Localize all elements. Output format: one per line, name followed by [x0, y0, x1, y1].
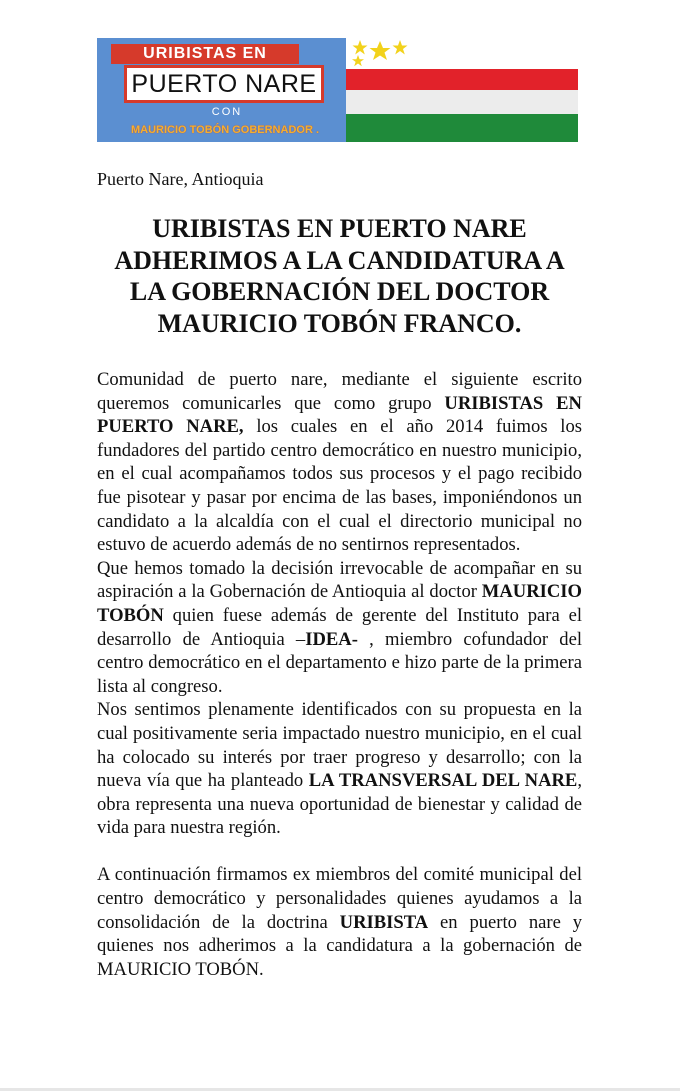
star-icon — [352, 55, 364, 66]
paragraph-text: , obra representa una nueva oportunidad de bienestar y calidad de vida para nuestra región. — [97, 770, 582, 839]
paragraph-text: , miembro cofundador del centro democrático en el departamento e hizo parte de la primera lista al congreso. — [97, 628, 583, 697]
headline-line-3: LA GOBERNACIÓN DEL DOCTOR — [129, 277, 550, 306]
bold-uribista: URIBISTA — [339, 911, 429, 933]
banner-line-uribistas: URIBISTAS EN — [111, 44, 299, 64]
headline-line-2: ADHERIMOS A LA CANDIDATURA A — [114, 245, 565, 275]
flag-stripe-white — [346, 90, 578, 114]
location-line: Puerto Nare, Antioquia — [97, 169, 264, 189]
star-icon — [393, 40, 408, 55]
banner-line-con: CON — [211, 106, 243, 118]
paragraph-text: Que hemos tomado la decisión irrevocable de acompañar en su aspiración a la Gobernación de Antioquia al doctor — [97, 557, 582, 603]
paragraph-text: quien fuese además de gerente del Instituto para el desarrollo de Antioquia – — [97, 604, 582, 650]
bold-candidate-name: MAURICIO TOBÓN — [97, 581, 582, 626]
headline-line-4: MAURICIO TOBÓN FRANCO. — [157, 308, 522, 338]
banner-line-gobernador: MAURICIO TOBÓN GOBERNADOR . — [130, 124, 320, 136]
document-headline — [97, 213, 582, 339]
banner-blue-panel — [97, 38, 346, 142]
paragraph-4 — [97, 863, 582, 981]
banner-flag — [346, 38, 578, 142]
paragraph-text: en puerto nare y quienes nos adherimos a la candidatura a la gobernación de MAURICIO TOBÓN. — [97, 911, 582, 980]
paragraph-text: A continuación firmamos ex miembros del comité municipal del centro democrático y personalidades quienes ayudamos a la consolidación de la doctrina — [97, 864, 582, 933]
paragraph-3 — [97, 698, 582, 840]
stars-group — [346, 38, 416, 68]
banner-line-puerto-nare: PUERTO NARE — [124, 65, 324, 103]
paragraph-2 — [97, 557, 582, 699]
bold-transversal: LA TRANSVERSAL DEL NARE — [308, 770, 578, 792]
star-icon — [370, 41, 391, 60]
bold-group-name: URIBISTAS EN PUERTO NARE, — [97, 392, 582, 438]
bold-idea: IDEA- — [305, 628, 358, 650]
headline-line-1: URIBISTAS EN PUERTO NARE — [152, 214, 527, 243]
campaign-banner-logo — [97, 38, 578, 142]
paragraph-text: Comunidad de puerto nare, mediante el siguiente escrito queremos comunicarles que como grupo — [97, 369, 582, 414]
paragraph-1 — [97, 368, 582, 557]
document-body — [97, 368, 582, 981]
paragraph-text: los cuales en el año 2014 fuimos los fundadores del partido centro democrático en nuestro municipio, en el cual acompañamos todos sus procesos y el pago recibido fue pisotear y pasar por encima de las bases, imponiéndonos un candidato a la alcaldía con el cual el directorio municipal no estuvo de acuerdo además de no sentirnos representados. — [97, 416, 582, 556]
flag-stripe-green — [346, 114, 578, 142]
star-icon — [353, 40, 368, 55]
paragraph-text: Nos sentimos plenamente identificados con su propuesta en la cual positivamente seria impactado nuestro municipio, en el cual ha colocado su interés por traer progreso y desarrollo; con la nueva vía que ha planteado — [97, 699, 582, 792]
flag-stripe-red — [346, 69, 578, 90]
